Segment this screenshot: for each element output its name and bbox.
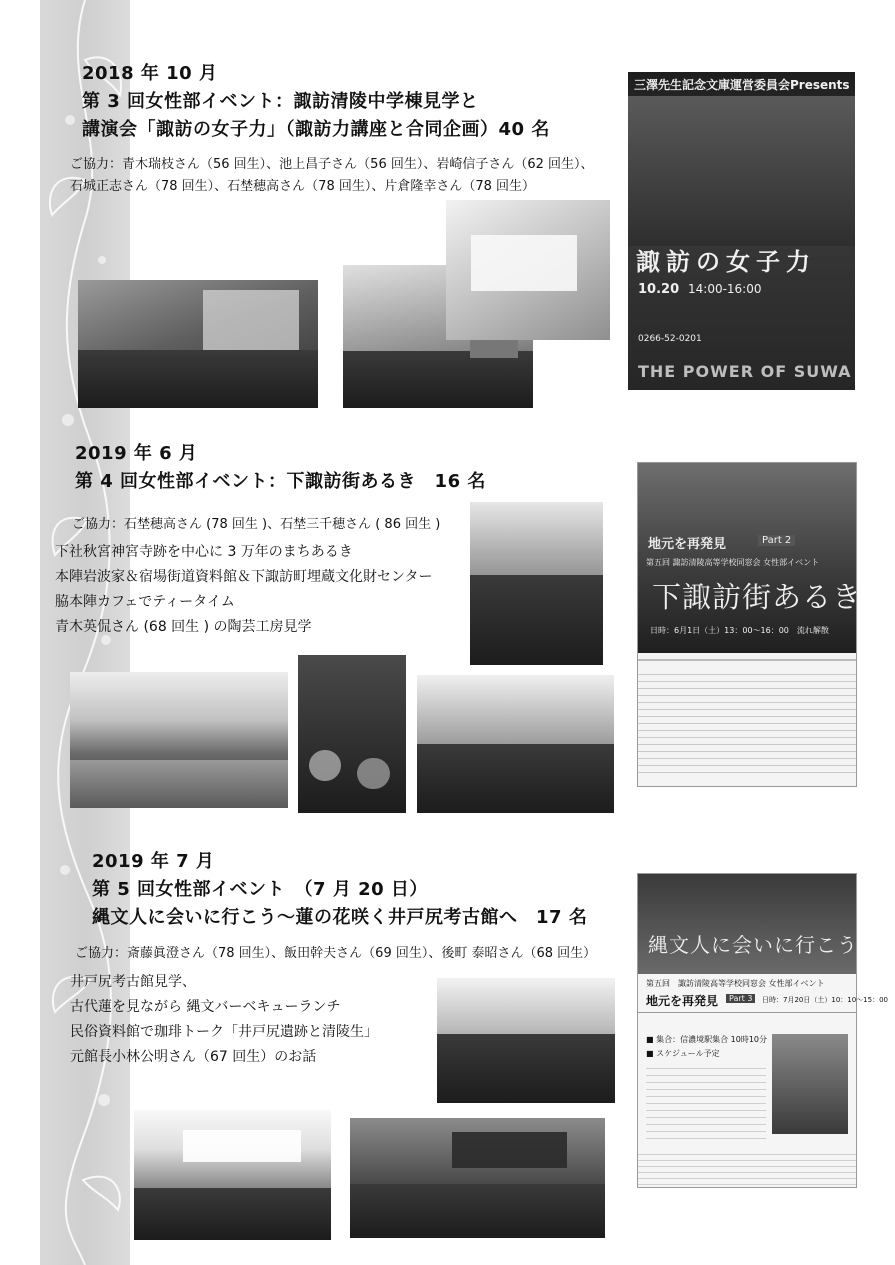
section3-line: 元館長小林公明さん（67 回生）のお話 (70, 1049, 317, 1065)
section3-credits-line1: ご協力：斎藤眞澄さん（78 回生）、飯田幹夫さん（69 回生）、後町 泰昭さん（68 回生） (75, 946, 597, 961)
poster2-subtitle: 地元を再発見 (648, 537, 727, 552)
section3-title-line2: 縄文人に会いに行こう～蓮の花咲く井戸尻考古館へ 17 名 (92, 907, 588, 928)
poster3-meeting: ■ 集合：信濃境駅集合 10時10分 (646, 1035, 768, 1044)
section2-title-line1: 第 4 回女性部イベント：下諏訪街あるき 16 名 (75, 471, 486, 492)
section3-line: 古代蓮を見ながら 縄文バーベキューランチ (70, 999, 341, 1015)
section3-line: 井戸尻考古館見学、 (70, 974, 196, 990)
photo-building-model (446, 200, 610, 340)
poster3-part: Part 3 (726, 994, 755, 1003)
section2-line: 脇本陣カフェでティータイム (55, 594, 235, 610)
poster1-tagline: THE POWER OF SUWA (638, 362, 852, 381)
photo-museum-visit (437, 978, 615, 1103)
photo-bbq-tent (134, 1110, 331, 1240)
poster-suwa-joshiryoku (628, 72, 855, 390)
poster3-schedule: ■ スケジュール予定 (646, 1049, 720, 1058)
section2-line: 下社秋宮神宮寺跡を中心に 3 万年のまちあるき (55, 544, 353, 560)
poster2-date: 日時：6月1日（土）13：00～16：00 流れ解散 (650, 626, 829, 635)
section1-credits-line1: ご協力：青木瑞枝さん（56 回生）、池上昌子さん（56 回生）、岩崎信子さん（62 回生）、 (70, 157, 594, 172)
poster1-big-title: 諏訪の女子力 (636, 248, 816, 276)
poster1-top-text: 三澤先生記念文庫運営委員会Presents (634, 78, 850, 92)
poster2-part: Part 2 (758, 535, 795, 546)
poster-jomon-visit (637, 873, 888, 1188)
poster1-phone: 0266-52-0201 (638, 334, 702, 344)
poster3-date: 日時：7月20日（土）10：10～15：00 (762, 996, 888, 1004)
section2-description (55, 540, 432, 640)
photo-town-walk (70, 672, 288, 808)
section2-line: 本陣岩波家＆宿場街道資料館＆下諏訪町埋蔵文化財センター (55, 569, 433, 585)
photo-stone-path (470, 502, 603, 665)
section1-month: 2018 年 10 月 (82, 63, 218, 84)
section3-title-line1: 第 5 回女性部イベント （7 月 20 日） (92, 879, 428, 900)
photo-cafe (417, 675, 614, 813)
section3-line: 民俗資料館で珈琲トーク「井戸尻遺跡と清陵生」 (70, 1024, 378, 1040)
photo-lecture-hall (78, 280, 318, 408)
poster3-org: 第五回 諏訪清陵高等学校同窓会 女性部イベント (646, 979, 825, 988)
photo-coffee-talk (350, 1118, 605, 1238)
photo-pottery (298, 655, 406, 813)
poster-shimosuwa-walk (637, 462, 863, 787)
section3-month: 2019 年 7 月 (92, 851, 215, 872)
section1-credits-line2: 石城正志さん（78 回生）、石埜穂高さん（78 回生）、片倉隆幸さん（78 回生） (70, 179, 536, 194)
poster2-big-title: 下諏訪街あるき (652, 580, 863, 614)
poster1-date: 10.20 (638, 282, 680, 297)
section3-description (70, 970, 378, 1070)
section2-credits-line1: ご協力：石埜穂高さん (78 回生 )、石埜三千穂さん ( 86 回生 ) (72, 517, 441, 532)
section1-title-line2: 講演会「諏訪の女子力」（諏訪力講座と合同企画）40 名 (82, 119, 550, 140)
poster3-big-title: 縄文人に会いに行こう (648, 933, 858, 957)
poster2-org: 第五回 諏訪清陵高等学校同窓会 女性部イベント (646, 558, 820, 567)
section2-line: 青木英侃さん (68 回生 ) の陶芸工房見学 (55, 619, 312, 635)
section1-title-line1: 第 3 回女性部イベント：諏訪清陵中学棟見学と (82, 91, 479, 112)
poster3-subtitle: 地元を再発見 (646, 994, 719, 1008)
poster1-time: 14:00-16:00 (688, 282, 762, 296)
section2-month: 2019 年 6 月 (75, 443, 198, 464)
